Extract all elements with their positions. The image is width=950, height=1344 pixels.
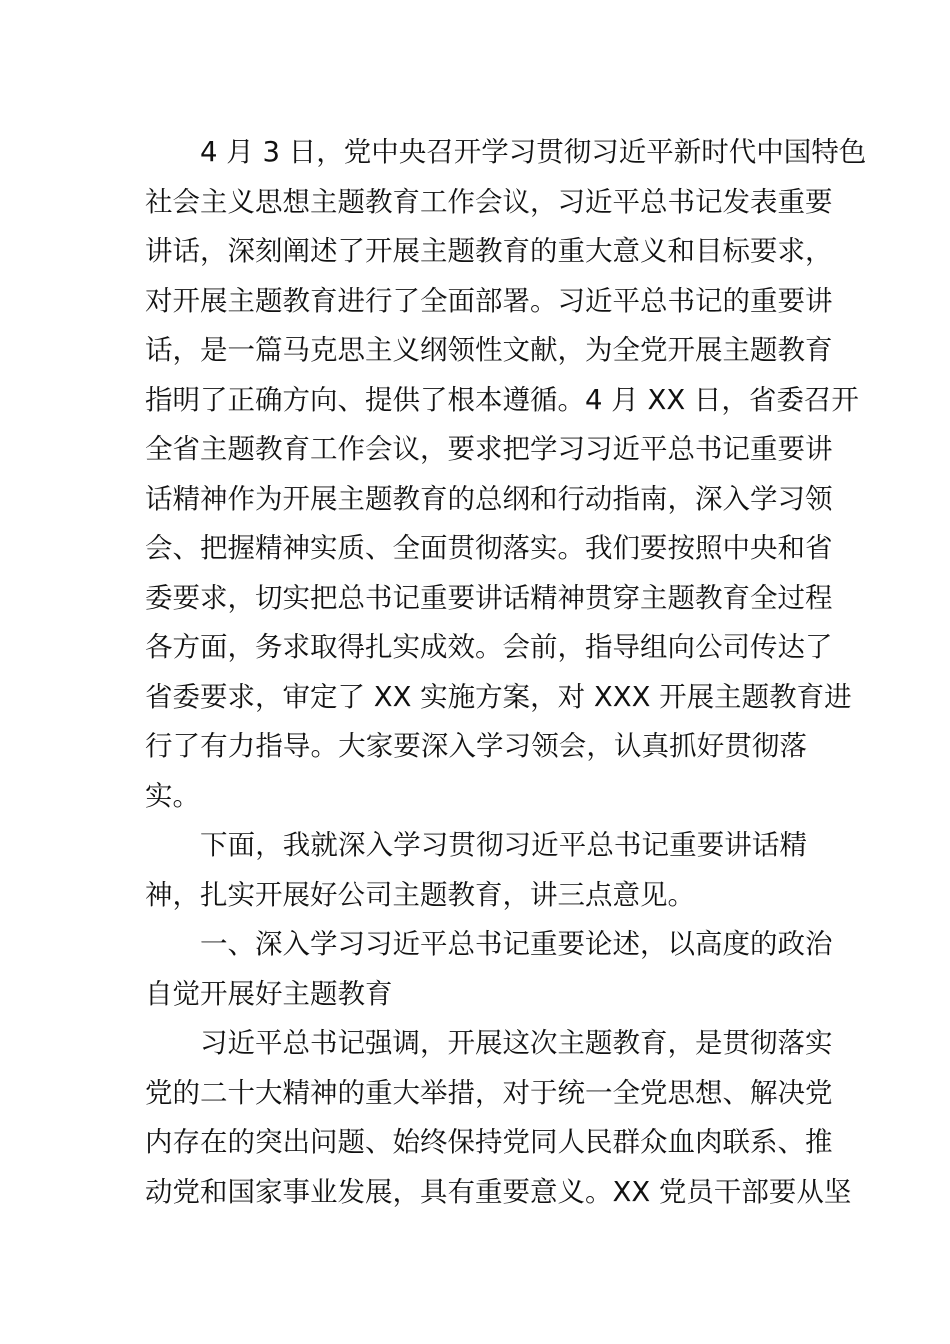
text-line: 省委要求，审定了 XX 实施方案，对 XXX 开展主题教育进: [145, 680, 852, 713]
text-line: 行了有力指导。大家要深入学习领会，认真抓好贯彻落: [145, 730, 807, 762]
paragraph-2: [145, 821, 807, 920]
text-line: 内存在的突出问题、始终保持党同人民群众血肉联系、推: [145, 1126, 833, 1158]
text-line: 指明了正确方向、提供了根本遵循。4 月 XX 日，省委召开: [145, 383, 859, 416]
text-line: 各方面，务求取得扎实成效。会前，指导组向公司传达了: [145, 631, 833, 663]
document-body: [145, 128, 867, 1217]
text-line: 下面，我就深入学习贯彻习近平总书记重要讲话精: [200, 829, 807, 861]
text-line: 动党和国家事业发展，具有重要意义。XX 党员干部要从坚: [145, 1175, 852, 1208]
text-line: 4 月 3 日，党中央召开学习贯彻习近平新时代中国特色: [200, 136, 867, 168]
text-line: 话，是一篇马克思主义纲领性文献，为全党开展主题教育: [145, 334, 833, 366]
text-line: 实。: [145, 779, 200, 812]
text-line: 社会主义思想主题教育工作会议，习近平总书记发表重要: [145, 185, 833, 218]
text-line: 习近平总书记强调，开展这次主题教育，是贯彻落实: [200, 1027, 833, 1059]
paragraph-3: [145, 1019, 852, 1217]
text-line: 话精神作为开展主题教育的总纲和行动指南，深入学习领: [145, 482, 833, 515]
text-line: 全省主题教育工作会议，要求把学习习近平总书记重要讲: [145, 433, 833, 465]
paragraph-1: [145, 128, 867, 821]
text-line: 党的二十大精神的重大举措，对于统一全党思想、解决党: [145, 1076, 833, 1109]
heading-line: 一、深入学习习近平总书记重要论述，以高度的政治: [200, 928, 833, 960]
text-line: 神，扎实开展好公司主题教育，讲三点意见。: [145, 878, 695, 911]
text-line: 委要求，切实把总书记重要讲话精神贯穿主题教育全过程: [145, 581, 833, 614]
section-heading-1: [145, 920, 833, 1019]
text-line: 对开展主题教育进行了全面部署。习近平总书记的重要讲: [145, 284, 833, 317]
heading-line: 自觉开展好主题教育: [145, 977, 393, 1010]
text-line: 会、把握精神实质、全面贯彻落实。我们要按照中央和省: [145, 532, 833, 564]
text-line: 讲话，深刻阐述了开展主题教育的重大意义和目标要求，: [145, 235, 833, 267]
